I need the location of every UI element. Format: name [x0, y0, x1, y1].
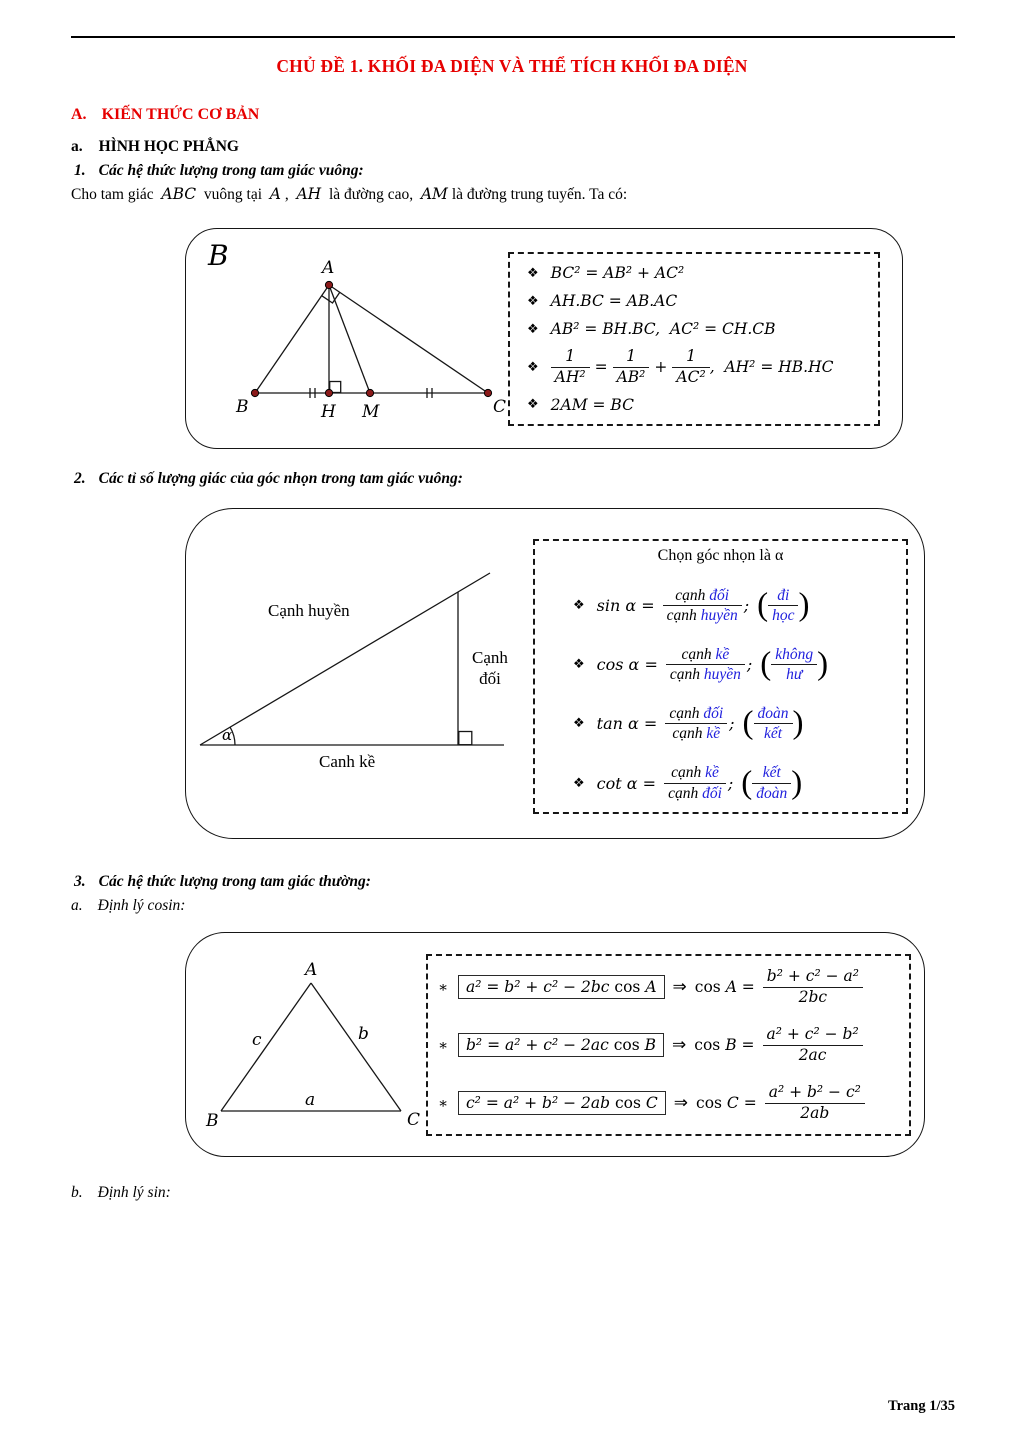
diamond-bullet-icon: ❖	[573, 775, 585, 791]
open-paren: (	[742, 705, 754, 742]
open-paren: (	[760, 646, 772, 683]
implies-arrow-icon: ⇒	[672, 1035, 687, 1055]
trig-panel-title: Chọn góc nhọn là α	[657, 547, 784, 564]
intro-text: Cho tam giác ABC vuông tại A , AH là đường cao, AM là đường trung tuyến. Ta có:	[71, 185, 628, 203]
fraction: $\frac{\text{cạnh đối}}{\text{cạnh huyền}}$	[663, 587, 742, 625]
star-bullet-icon: ∗	[438, 1094, 449, 1112]
figure-right-triangle-metrics	[185, 228, 903, 449]
diamond-bullet-icon: ❖	[527, 359, 539, 375]
vertex-dots	[251, 281, 491, 396]
cosine-formula-row: ∗ c² = a² + b² − 2ab cos C ⇒ cos C = $\frac{\text{a² + b² − c²}}{2ab}$	[438, 1084, 905, 1122]
trig-formula-row-sin: ❖ sin α = $\frac{\text{cạnh đối}}{\text{cạnh huyền}}$ ; ( $\frac{đi}{\text{học}}$ )	[573, 586, 810, 624]
diamond-bullet-icon: ❖	[527, 397, 539, 413]
diamond-bullet-icon: ❖	[527, 293, 539, 309]
item-2-heading: 2. Các tỉ số lượng giác của góc nhọn trong tam giác vuông:	[74, 470, 463, 487]
diamond-bullet-icon: ❖	[573, 657, 585, 673]
implies-arrow-icon: ⇒	[672, 977, 687, 997]
header-rule	[71, 36, 955, 38]
label-adjacent: Canh kề	[319, 752, 376, 771]
metric-formula-panel	[508, 252, 880, 426]
fraction: $\frac{\text{cạnh đối}}{\text{cạnh kề}}$	[665, 705, 727, 743]
section-a-title: KIẾN THỨC CƠ BẢN	[101, 106, 260, 123]
triangle-abc-altitude-median-diagram	[204, 241, 507, 431]
trig-formula-row-cot: ❖ cot α = $\frac{\text{cạnh kề}}{\text{cạnh đối}}$ ; ( $\frac{\text{kết}}{\text{đoàn}}$ )	[573, 764, 803, 802]
close-paren: )	[817, 646, 829, 683]
alpha-angle-label: α	[222, 726, 233, 744]
subsection-a-heading	[71, 138, 239, 156]
section-a-heading	[71, 106, 259, 124]
formula-line: ❖ AH.BC = AB.AC	[527, 292, 678, 311]
mnemonic-fraction: $\frac{\text{đoàn}}{\text{kết}}$	[754, 705, 793, 743]
item-3a-heading: a. Định lý cosin:	[71, 897, 186, 914]
boxed-equation: c² = a² + b² − 2ab cos C	[458, 1091, 666, 1115]
mnemonic-fraction: $\frac{\text{không}}{hư}$	[771, 646, 817, 684]
side-label-b: b	[358, 1024, 369, 1044]
formula-line: ❖ 2AM = BC	[527, 395, 634, 414]
trig-formula-row-tan: ❖ tan α = $\frac{\text{cạnh đối}}{\text{cạnh kề}}$ ; ( $\frac{\text{đoàn}}{\text{kết}}$ )	[573, 705, 804, 743]
fraction: $\frac{\text{a² + c² − b²}}{2ac}$	[763, 1026, 863, 1064]
diamond-bullet-icon: ❖	[527, 321, 539, 337]
open-paren: (	[741, 764, 753, 801]
cosine-formula-panel	[426, 954, 911, 1136]
right-angle-mark-at-A	[322, 292, 340, 303]
diamond-bullet-icon: ❖	[573, 597, 585, 613]
close-paren: )	[792, 705, 804, 742]
triangle-abc-sides-diagram	[186, 933, 436, 1158]
boxed-equation: a² = b² + c² − 2bc cos A	[458, 975, 665, 999]
vertex-label-a: A	[305, 960, 318, 980]
boxed-equation: b² = a² + c² − 2ac cos B	[458, 1033, 664, 1057]
item-1-heading: 1. Các hệ thức lượng trong tam giác vuông:	[74, 162, 364, 179]
trig-formula-panel	[533, 539, 908, 814]
vertex-label-c: C	[493, 397, 507, 417]
cosine-formula-row: ∗ b² = a² + c² − 2ac cos B ⇒ cos B = $\frac{\text{a² + c² − b²}}{2ac}$	[438, 1026, 905, 1064]
cosine-formula-row: ∗ a² = b² + c² − 2bc cos A ⇒ cos A = $\frac{\text{b² + c² − a²}}{2bc}$	[438, 968, 905, 1006]
figure-corner-label: B	[208, 239, 229, 272]
open-paren: (	[757, 586, 769, 623]
fraction: $\frac{\text{cạnh kề}}{\text{cạnh đối}}$	[664, 764, 726, 802]
page-footer: Trang 1/35	[888, 1398, 955, 1414]
subsection-a-number: a.	[71, 138, 83, 155]
figure-law-of-cosines	[185, 932, 925, 1157]
mnemonic-fraction: $\frac{\text{kết}}{\text{đoàn}}$	[752, 764, 791, 802]
vertex-label-b: B	[206, 1111, 219, 1131]
fraction: $\frac{1}{\text{AC²}}$	[672, 348, 709, 386]
fraction: $\frac{1}{\text{AB²}}$	[613, 348, 650, 386]
close-paren: )	[791, 764, 803, 801]
star-bullet-icon: ∗	[438, 1036, 449, 1054]
item-3-heading: 3. Các hệ thức lượng trong tam giác thường:	[74, 873, 371, 890]
mnemonic-fraction: $\frac{đi}{\text{học}}$	[768, 587, 798, 625]
formula-line: ❖ AB² = BH.BC, AC² = CH.CB	[527, 320, 776, 339]
vertex-label-b: B	[236, 397, 249, 417]
item-3b-heading: b. Định lý sin:	[71, 1184, 171, 1201]
page-title: CHỦ ĐỀ 1. KHỐI ĐA DIỆN VÀ THỂ TÍCH KHỐI ĐA DIỆN	[276, 56, 748, 76]
fraction: $\frac{\text{b² + c² − a²}}{2bc}$	[763, 968, 863, 1006]
vertex-label-a: A	[322, 258, 335, 278]
fraction: $\frac{\text{cạnh kề}}{\text{cạnh huyền}}$	[666, 646, 745, 684]
vertex-label-h: H	[321, 402, 336, 422]
diamond-bullet-icon: ❖	[527, 265, 539, 281]
star-bullet-icon: ∗	[438, 978, 449, 996]
vertex-label-c: C	[407, 1110, 421, 1130]
close-paren: )	[798, 586, 810, 623]
fraction: $\frac{\text{a² + b² − c²}}{2ab}$	[765, 1084, 865, 1122]
formula-line: ❖ BC² = AB² + AC²	[527, 264, 685, 283]
formula-line: ❖ $\frac{1}{\text{AH²}}$ = $\frac{1}{\text{AB²}}$ + $\frac{1}{\text{AC²}}$ , AH² = HB.HC	[527, 347, 834, 386]
label-hypotenuse: Cạnh huyền	[268, 601, 350, 620]
figure-trig-ratios	[185, 508, 925, 839]
side-label-a: a	[305, 1090, 316, 1110]
side-label-c: c	[252, 1030, 262, 1050]
fraction: $\frac{1}{\text{AH²}}$	[551, 348, 590, 386]
trig-formula-row-cos: ❖ cos α = $\frac{\text{cạnh kề}}{\text{cạnh huyền}}$ ; ( $\frac{\text{không}}{hư}$ )	[573, 645, 829, 684]
right-angle-mark	[459, 732, 472, 745]
subsection-a-title: HÌNH HỌC PHẲNG	[98, 138, 239, 155]
vertex-label-m: M	[362, 402, 380, 422]
section-a-number: A.	[71, 106, 87, 123]
implies-arrow-icon: ⇒	[673, 1093, 689, 1113]
label-opposite: Cạnh đối	[472, 648, 508, 689]
diamond-bullet-icon: ❖	[573, 716, 585, 732]
